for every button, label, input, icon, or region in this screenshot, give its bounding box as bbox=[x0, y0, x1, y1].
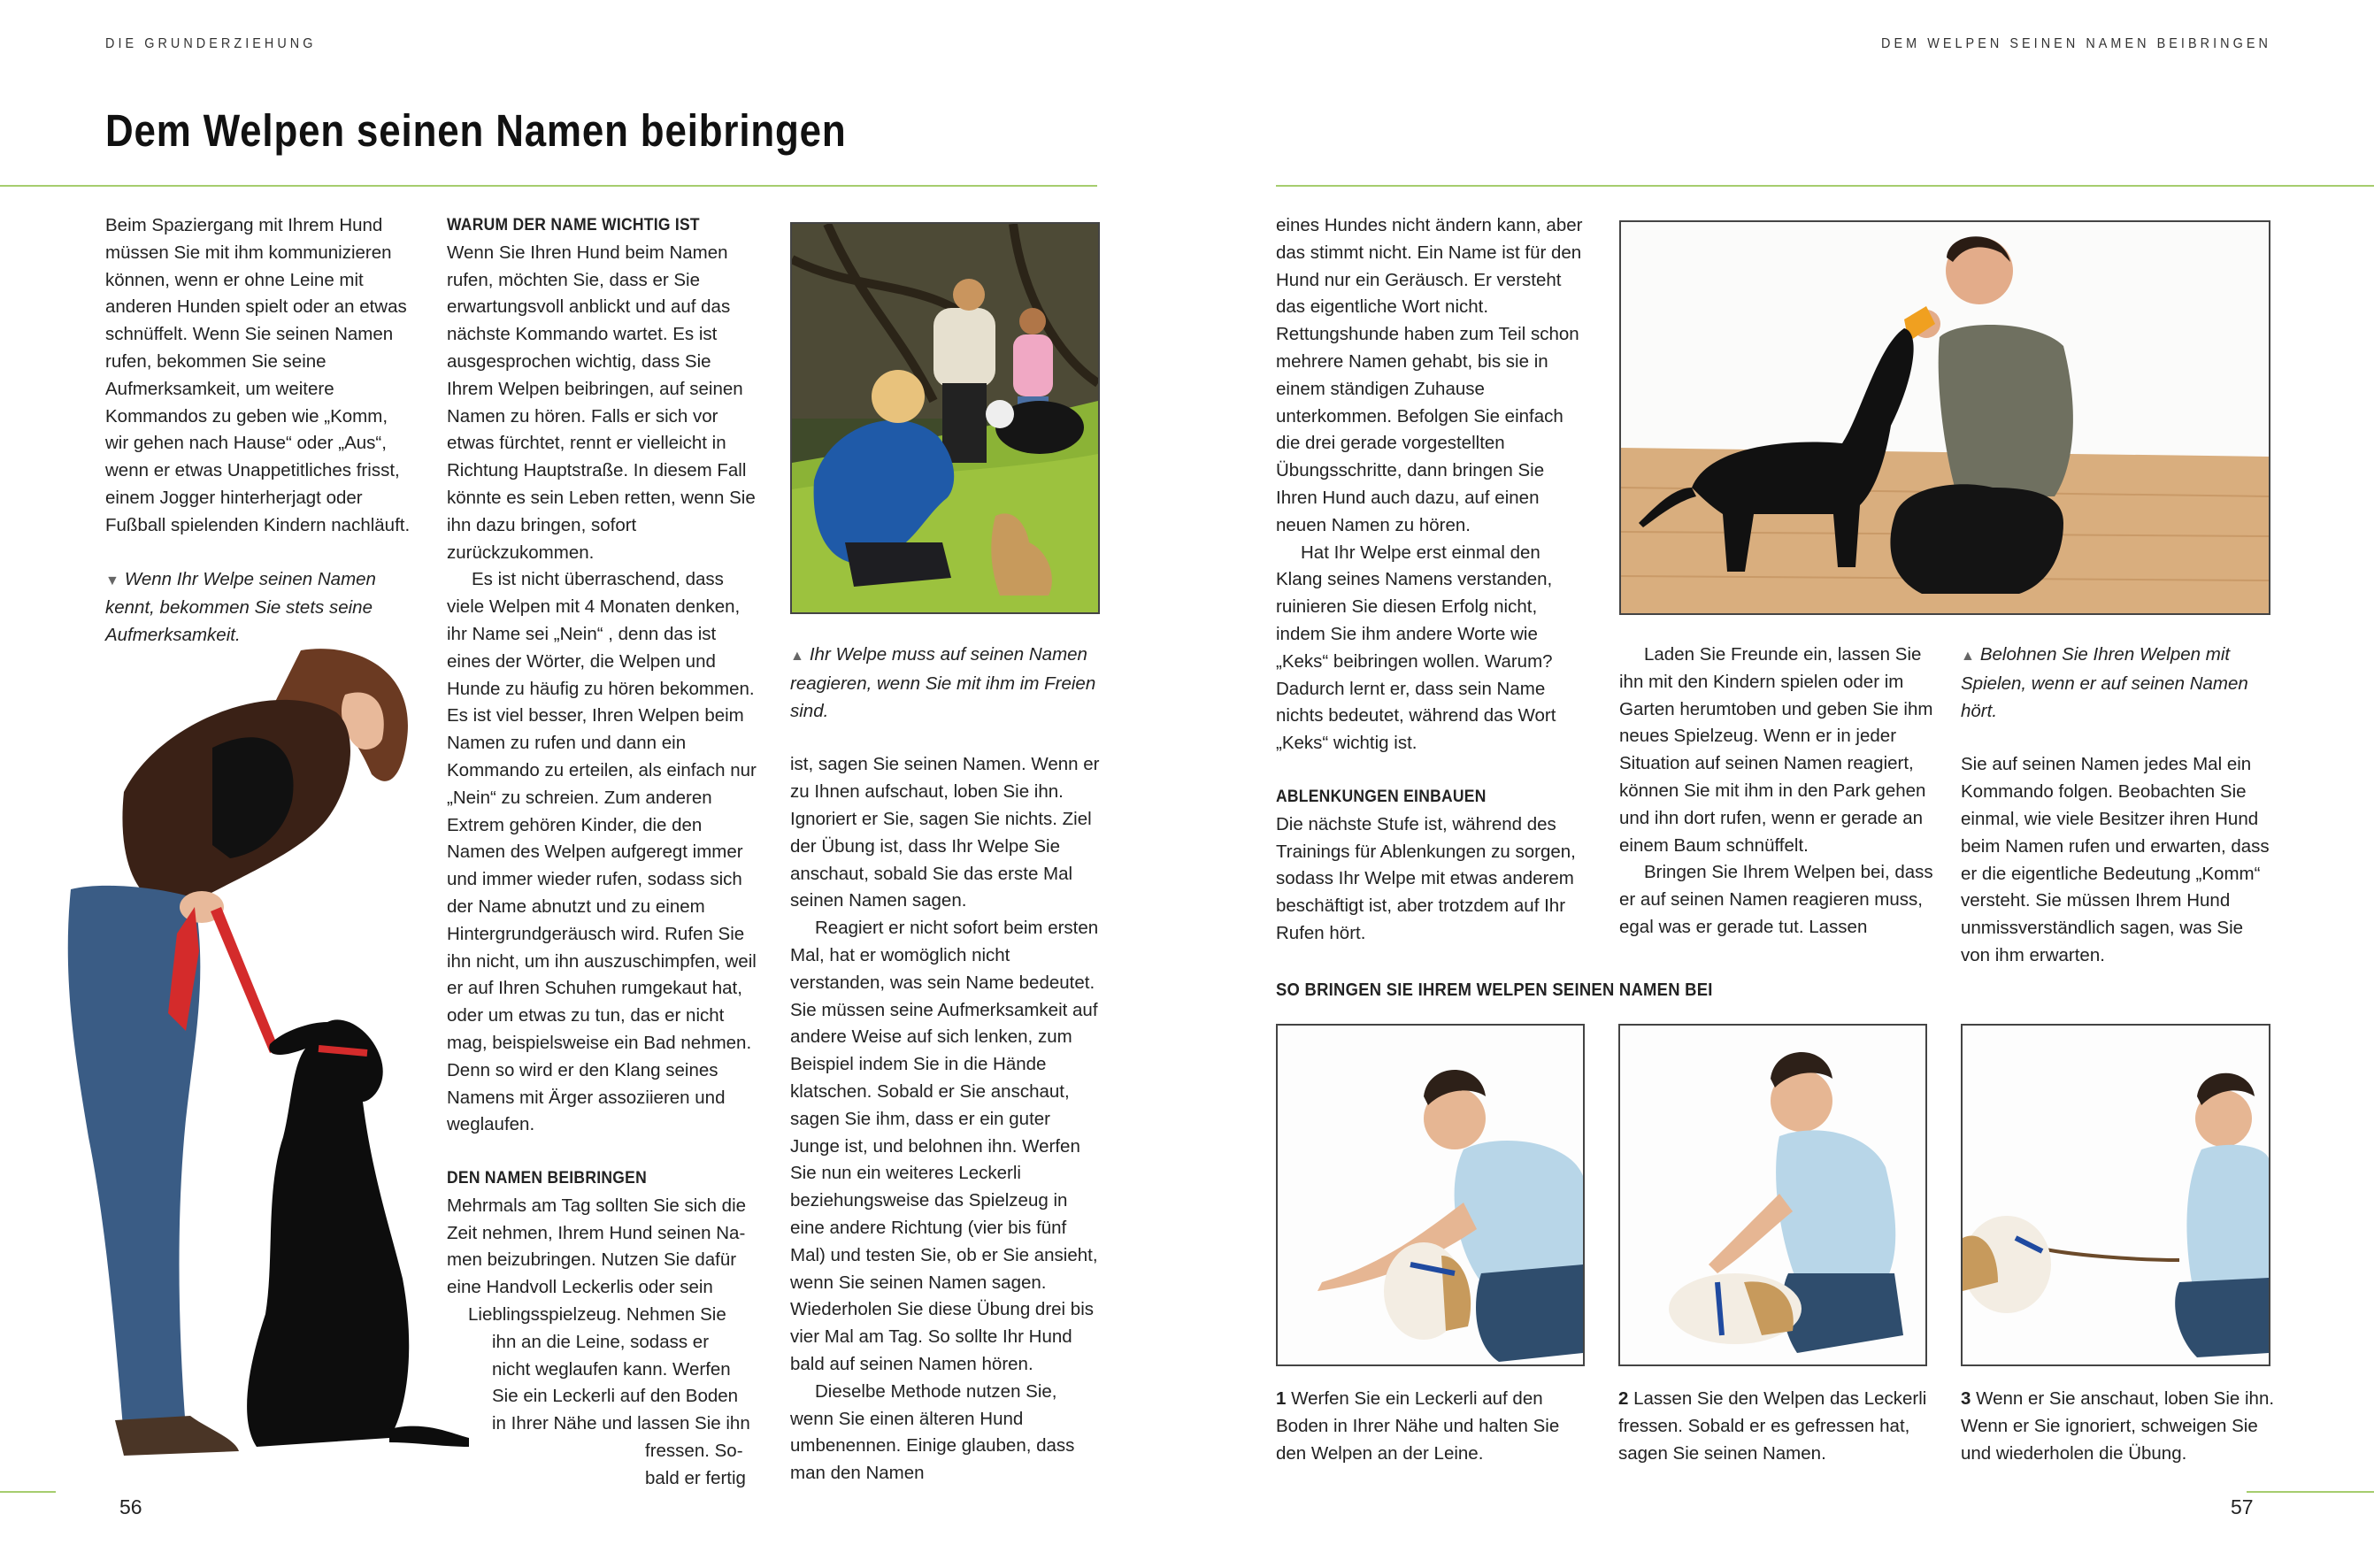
right-col1-paragraph-2: Hat Ihr Welpe erst einmal den Klang seines Namens verstanden, ruinieren Sie diesen Erfolg nicht, indem Sie ihm andere Worte wie „Keks“ beibringen wollen. Warum? Dadurch lernt er, dass sein Name nichts bedeutet, während das Wort „Keks“ wichtig ist. bbox=[1276, 542, 1556, 754]
caption-woman-dog bbox=[105, 566, 415, 649]
steps-heading: SO BRINGEN SIE IHREM WELPEN SEINEN NAMEN BEI bbox=[1276, 980, 1713, 1000]
caption-park bbox=[790, 642, 1104, 725]
caption-play bbox=[1961, 642, 2275, 725]
man-puppy-illustration bbox=[1621, 222, 2269, 613]
step-photo-3 bbox=[1961, 1024, 2270, 1366]
heading-warum: WARUM DER NAME WICHTIG IST bbox=[447, 216, 700, 234]
section1-paragraph-1: Wenn Sie Ihren Hund beim Namen rufen, möchten Sie, dass er Sie erwartungsvoll anblickt und auf das nächste Kommando wartet. Es ist ausgesprochen wichtig, dass Sie Ihrem Welpen beibringen, auf seinen Namen zu hören. Falls er sich vor etwas fürchtet, rennt er vielleicht in Richtung Hauptstraße. In diesem Fall könnte es sein Leben retten, wenn Sie ihn dazu bringen, sofort zurückzukommen. bbox=[447, 242, 756, 563]
left-column-3 bbox=[790, 642, 1104, 1487]
right-col3-paragraph-1: Sie auf seinen Namen jedes Mal ein Kommando folgen. Beobachten Sie einmal, wie viele Besitzer ihren Hund beim Namen rufen und erwarten, dass er die eigentliche Bedeutung „Komm“ versteht. Sie müssen Ihrem Hund unmissverständlich sagen, was Sie von ihm erwarten. bbox=[1961, 754, 2270, 965]
running-head-left: DIE GRUNDERZIEHUNG bbox=[105, 36, 317, 51]
step-text-3: Wenn er Sie anschaut, loben Sie ihn. Wenn er Sie ignoriert, schweigen Sie und wiederholen die Übung. bbox=[1961, 1388, 2275, 1464]
section2-line: men beizubringen. Nutzen Sie dafür bbox=[447, 1249, 737, 1271]
title-rule-right bbox=[1276, 185, 2374, 187]
page-number-left: 56 bbox=[119, 1495, 142, 1518]
step-number-3: 3 bbox=[1961, 1388, 1971, 1409]
intro-paragraph: Beim Spaziergang mit Ihrem Hund müssen Sie mit ihm kommunizieren können, wenn er ohne Leine mit anderen Hunden spielt oder an etwas schnüffelt. Wenn Sie seinen Namen rufen, bekommen Sie seine Aufmerksamkeit, um weitere Kommandos zu geben wie „Komm, wir gehen nach Hause“ oder „Aus“, wenn er etwas Unappetitliches frisst, einem Jogger hinterherjagt oder Fußball spielenden Kindern nachläuft. bbox=[105, 215, 411, 535]
triangle-down-icon: ▼ bbox=[105, 573, 119, 588]
caption-play-text: Belohnen Sie Ihren Welpen mit Spielen, wenn er auf seinen Namen hört. bbox=[1961, 644, 2248, 721]
step-caption-2 bbox=[1618, 1386, 1932, 1467]
section2-line: bald er fertig bbox=[645, 1467, 746, 1488]
step-2-illustration bbox=[1620, 1026, 1925, 1364]
right-col2-paragraph-2: Bringen Sie Ihrem Welpen bei, dass er auf seinen Namen reagieren muss, egal was er gerade tut. Lassen bbox=[1619, 862, 1933, 937]
left-column-2 bbox=[447, 212, 761, 1493]
section2-line: in Ihrer Nähe und lassen Sie ihn bbox=[492, 1413, 750, 1434]
triangle-up-icon: ▲ bbox=[1961, 649, 1975, 664]
right-column-3 bbox=[1961, 642, 2275, 970]
step-photo-1 bbox=[1276, 1024, 1585, 1366]
section2-line: Lieblingsspielzeug. Nehmen Sie bbox=[468, 1304, 726, 1326]
section2-line: ihn an die Leine, sodass er bbox=[492, 1331, 710, 1352]
right-column-2 bbox=[1619, 642, 1938, 942]
heading-den-namen: DEN NAMEN BEIBRINGEN bbox=[447, 1169, 647, 1188]
park-illustration bbox=[792, 224, 1098, 612]
section1-paragraph-2: Es ist nicht überraschend, dass viele Welpen mit 4 Monaten denken, ihr Name sei „Nein“ , denn das ist eines der Wörter, die Welpen und Hunde zu häufig zu hören bekommen. Es ist viel besser, Ihren Welpen beim Namen zu rufen und dann ein Kommando zu erteilen, als einfach nur „Nein“ zu schreien. Zum anderen Extrem gehören Kinder, die den Namen des Welpen aufgeregt immer und immer wieder rufen, sodass sich der Name abnutzt und zu einem Hintergrundgeräusch wird. Rufen Sie ihn nicht, um ihn auszuschimpfen, weil er auf Ihren Schuhen rumgekaut hat, oder um etwas zu tun, das er nicht mag, beispielsweise ein Bad nehmen. Denn so wird er den Klang seines Namens mit Ärger assoziieren und weglaufen. bbox=[447, 569, 757, 1135]
right-col2-paragraph-1: Laden Sie Freunde ein, lassen Sie ihn mit den Kindern spielen oder im Garten herumtoben und geben Sie ihm neues Spielzeug. Wenn er in jeder Situation auf seinen Namen reagiert, können Sie mit ihm in den Park gehen und ihn dort rufen, wenn er gerade an einem Baum schnüffelt. bbox=[1619, 644, 1933, 856]
title-rule-left bbox=[0, 185, 1097, 187]
right-column-1 bbox=[1276, 212, 1590, 948]
section2-line: nicht weglaufen kann. Werfen bbox=[492, 1358, 731, 1380]
page-number-right: 57 bbox=[2231, 1495, 2254, 1518]
caption-park-text: Ihr Welpe muss auf seinen Namen reagieren, wenn Sie mit ihm im Freien sind. bbox=[790, 644, 1096, 721]
step-caption-3 bbox=[1961, 1386, 2275, 1467]
section2-paragraph bbox=[447, 1193, 761, 1493]
triangle-up-icon: ▲ bbox=[790, 649, 804, 664]
page-title: Dem Welpen seinen Namen beibringen bbox=[105, 105, 847, 156]
right-col1-paragraph-1: eines Hundes nicht ändern kann, aber das stimmt nicht. Ein Name ist für den Hund nur ein Geräusch. Er versteht das eigentliche Wort nicht. Rettungshunde haben zum Teil schon mehrere Namen gehabt, bis sie in einem ständigen Zuhause unterkommen. Befolgen Sie einfach die drei gerade vorgestellten Übungsschritte, dann bringen Sie Ihren Hund auch dazu, auf einen neuen Namen zu hören. bbox=[1276, 215, 1583, 535]
footer-rule-right bbox=[2247, 1491, 2374, 1493]
col3-paragraph-2: Reagiert er nicht sofort beim ersten Mal, hat er womöglich nicht verstanden, was sein Name bedeutet. Sie müssen seine Aufmerksamkeit auf andere Weise auf sich lenken, zum Beispiel indem Sie in die Hände klatschen. Sobald er Sie anschaut, sagen Sie ihm, dass er ein guter Junge ist, und belohnen ihn. Werfen Sie nun ein weiteres Leckerli beziehungsweise das Spielzeug in eine andere Richtung (vier bis fünf Mal) und testen Sie, ob er Sie ansieht, wenn Sie seinen Namen sagen. Wiederholen Sie diese Übung drei bis vier Mal am Tag. So sollte Ihr Hund bald auf seinen Namen hören. bbox=[790, 918, 1099, 1374]
step-number-2: 2 bbox=[1618, 1388, 1629, 1409]
caption-woman-dog-text: Wenn Ihr Welpe seinen Namen kennt, bekommen Sie stets seine Aufmerksamkeit. bbox=[105, 568, 376, 646]
section2-line: eine Handvoll Leckerlis oder sein bbox=[447, 1277, 713, 1298]
step-text-2: Lassen Sie den Welpen das Leckerli fressen. Sobald er es gefressen hat, sagen Sie seinen Namen. bbox=[1618, 1388, 1927, 1464]
section2-line: Sie ein Leckerli auf den Boden bbox=[492, 1386, 739, 1407]
intro-column bbox=[105, 212, 415, 649]
heading-ablenkungen: ABLENKUNGEN EINBAUEN bbox=[1276, 787, 1487, 806]
section2-line: Zeit nehmen, Ihrem Hund seinen Na- bbox=[447, 1222, 746, 1243]
step-text-1: Werfen Sie ein Leckerli auf den Boden in Ihrer Nähe und halten Sie den Welpen an der Leine. bbox=[1276, 1388, 1560, 1464]
step-1-illustration bbox=[1278, 1026, 1583, 1364]
photo-woman-puppy bbox=[53, 642, 469, 1487]
footer-rule-left bbox=[0, 1491, 56, 1493]
col3-paragraph-3: Dieselbe Methode nutzen Sie, wenn Sie einen älteren Hund umbenennen. Einige glauben, dass man den Namen bbox=[790, 1380, 1075, 1484]
photo-man-puppy bbox=[1619, 220, 2270, 615]
section2-line: Mehrmals am Tag sollten Sie sich die bbox=[447, 1195, 747, 1216]
section2-line: fressen. So- bbox=[645, 1441, 743, 1462]
step-photo-2 bbox=[1618, 1024, 1927, 1366]
step-3-illustration bbox=[1963, 1026, 2269, 1364]
section3-paragraph: Die nächste Stufe ist, während des Trainings für Ablenkungen zu sorgen, sodass Ihr Welpe mit etwas anderem beschäftigt ist, aber trotzdem auf Ihr Rufen hört. bbox=[1276, 813, 1576, 943]
running-head-right: DEM WELPEN SEINEN NAMEN BEIBRINGEN bbox=[1881, 36, 2271, 51]
photo-park bbox=[790, 222, 1100, 614]
step-number-1: 1 bbox=[1276, 1388, 1287, 1409]
col3-paragraph-1: ist, sagen Sie seinen Namen. Wenn er zu Ihnen aufschaut, loben Sie ihn. Ignoriert er Sie, sagen Sie nichts. Ziel der Übung ist, dass Ihr Welpe Sie anschaut, sobald Sie das erste Mal seinen Namen sagen. bbox=[790, 754, 1100, 911]
step-caption-1 bbox=[1276, 1386, 1590, 1467]
woman-puppy-illustration bbox=[53, 642, 469, 1487]
